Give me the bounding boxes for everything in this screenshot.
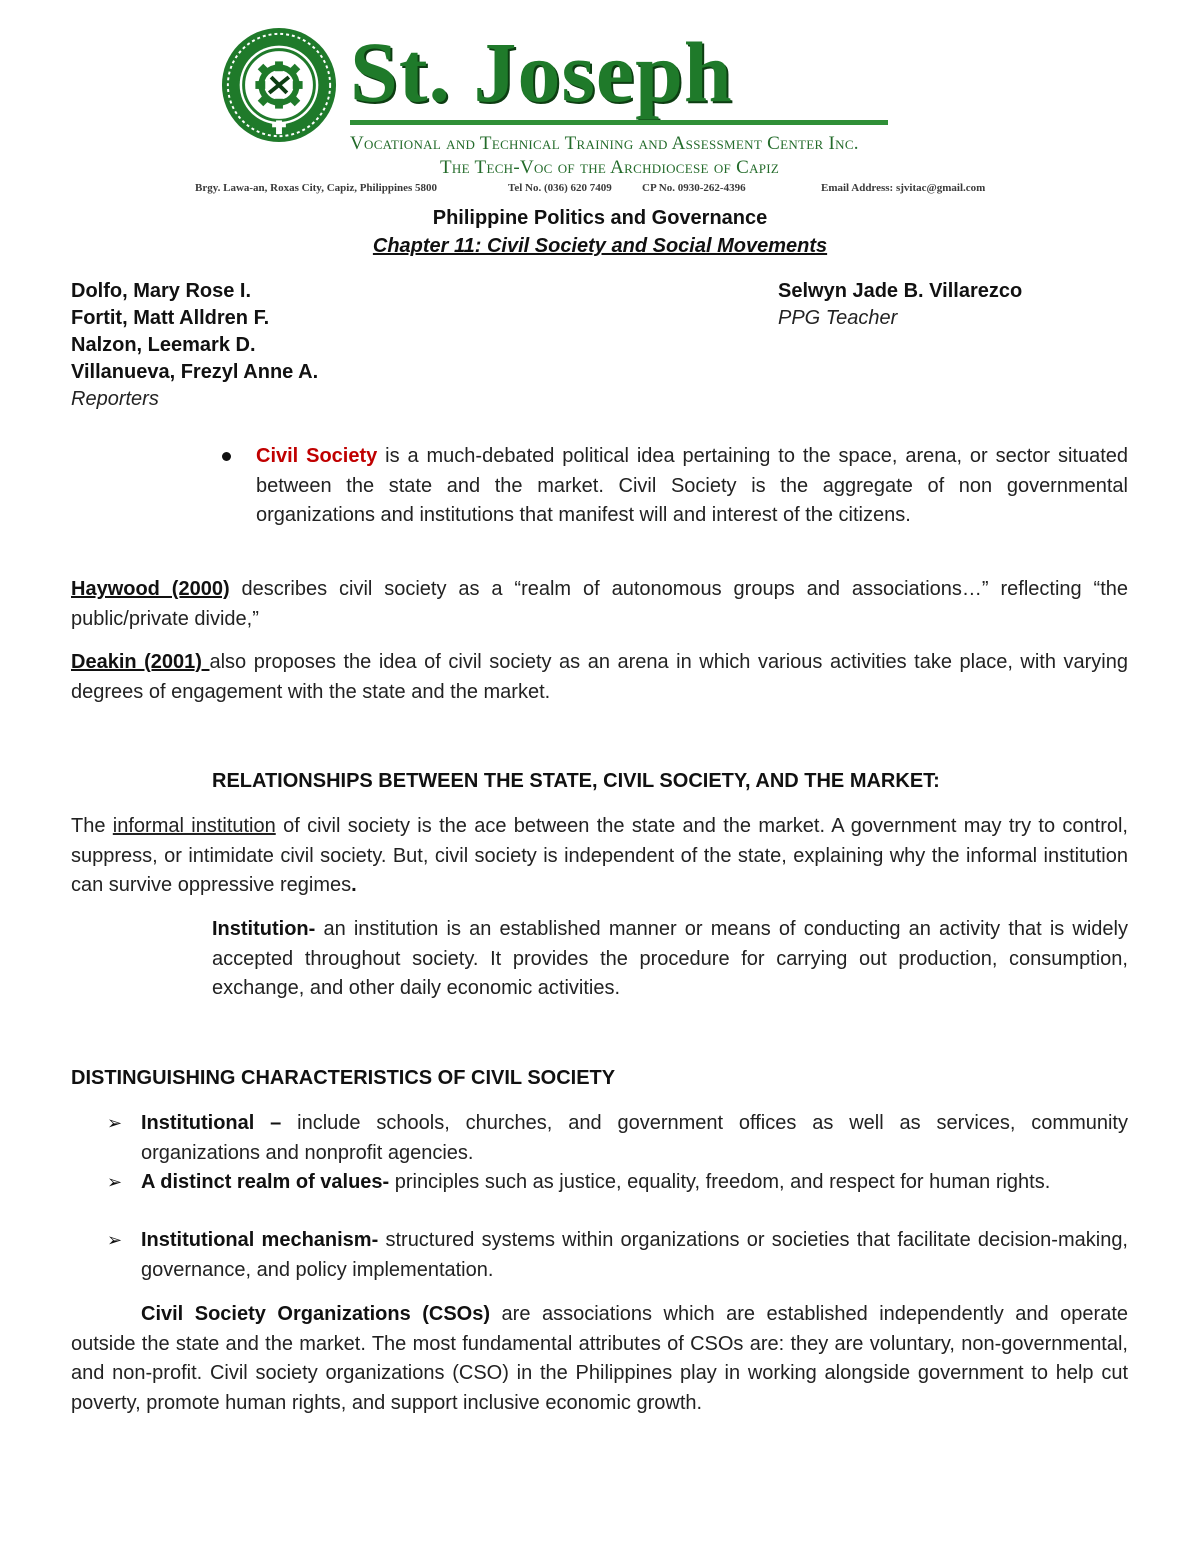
informal-institution-term: informal institution (112, 815, 276, 837)
institution-definition (212, 915, 1128, 1004)
reporter-name: Villanueva, Frezyl Anne A. (71, 361, 319, 383)
characteristic-text: principles such as justice, equality, freedom, and respect for human rights. (389, 1171, 1051, 1193)
relationships-paragraph (71, 812, 1128, 901)
teacher-name: Selwyn Jade B. Villarezco (778, 280, 1023, 302)
reporter-name: Dolfo, Mary Rose I. (71, 280, 252, 302)
characteristic-text: structured systems within organizations or societies that facilitate decision-making, governance, and policy implementation. (141, 1229, 1128, 1281)
deakin-text: also proposes the idea of civil society as an arena in which various activities take place, with varying degrees of engagement with the state and the market. (71, 651, 1128, 703)
contact-line (195, 180, 1015, 196)
relationships-text-after: of civil society is the ace between the state and the market. A government may try to control, suppress, or intimidate civil society. But, civil society is independent of the state, explaining why the informal institution can survive oppressive regimes (71, 815, 1128, 896)
relationships-heading: RELATIONSHIPS BETWEEN THE STATE, CIVIL SOCIETY, AND THE MARKET: (212, 770, 940, 792)
civil-society-term: Civil Society (256, 445, 378, 467)
arrow-bullet-icon: ➢ (107, 1172, 123, 1192)
characteristic-term: Institutional mechanism- (141, 1229, 379, 1251)
institution-term: Institution- (212, 918, 316, 940)
haywood-citation: Haywood (2000) (71, 578, 230, 600)
chapter-title (0, 232, 1200, 260)
characteristic-term: Institutional – (141, 1112, 282, 1134)
cso-paragraph (71, 1300, 1128, 1418)
bullet-dot (222, 452, 231, 461)
tel-text: Tel No. (036) 620 7409 (508, 182, 612, 194)
arrow-bullet-icon: ➢ (107, 1113, 123, 1133)
wordmark-underline (350, 120, 888, 125)
civil-society-definition (256, 442, 1128, 531)
reporters-block (71, 278, 318, 413)
relationships-text-before: The (71, 815, 113, 837)
characteristic-term: A distinct realm of values- (141, 1171, 390, 1193)
school-subtitle: Vocational and Technical Training and Assessment Center Inc. (350, 133, 859, 154)
institution-text: an institution is an established manner or means of conducting an activity that is widely accepted throughout society. It provides the procedure for carrying out production, consumption, exchange, and other daily economic activities. (212, 918, 1128, 999)
characteristic-item (141, 1109, 1128, 1168)
characteristic-item (141, 1168, 1128, 1198)
civil-society-text: is a much-debated political idea pertaining to the space, arena, or sector situated between the state and the market. Civil Society is the aggregate of non governmental organizations and institutions that manifest will and interest of the citizens. (256, 445, 1129, 526)
reporter-name: Nalzon, Leemark D. (71, 334, 256, 356)
deakin-paragraph (71, 648, 1128, 707)
haywood-paragraph (71, 575, 1128, 634)
characteristic-text: include schools, churches, and government offices as well as services, community organizations and nonprofit agencies. (141, 1112, 1128, 1164)
teacher-block (778, 278, 1022, 332)
cso-text: are associations which are established independently and operate outside the state and the market. The most fundamental attributes of CSOs are: they are voluntary, non-governmental, and non-profit. Civil society organizations (CSO) in the Philippines play in working alongside government to help cut poverty, promote human rights, and support inclusive economic growth. (71, 1303, 1129, 1414)
relationships-period: . (351, 874, 357, 896)
haywood-text: describes civil society as a “realm of autonomous groups and associations…” reflecting “the public/private divide,” (71, 578, 1129, 630)
reporter-name: Fortit, Matt Alldren F. (71, 307, 270, 329)
chapter-title-text: Chapter 11: Civil Society and Social Movements (372, 235, 828, 257)
reporters-role: Reporters (71, 388, 159, 410)
email-text: Email Address: sjvitac@gmail.com (821, 182, 986, 194)
arrow-bullet-icon: ➢ (107, 1230, 123, 1250)
deakin-citation: Deakin (2001) (71, 651, 210, 673)
characteristic-item (141, 1226, 1128, 1285)
cp-text: CP No. 0930-262-4396 (642, 182, 746, 194)
school-seal-logo (220, 26, 338, 144)
school-tagline: The Tech-Voc of the Archdiocese of Capiz (440, 157, 780, 178)
cso-term: Civil Society Organizations (CSOs) (141, 1303, 491, 1325)
subject-title: Philippine Politics and Governance (432, 207, 768, 229)
school-name-wordmark: St. Joseph (350, 24, 733, 120)
teacher-role: PPG Teacher (778, 307, 898, 329)
characteristics-heading: DISTINGUISHING CHARACTERISTICS OF CIVIL SOCIETY (71, 1067, 616, 1089)
address-text: Brgy. Lawa-an, Roxas City, Capiz, Philippines 5800 (195, 182, 438, 194)
